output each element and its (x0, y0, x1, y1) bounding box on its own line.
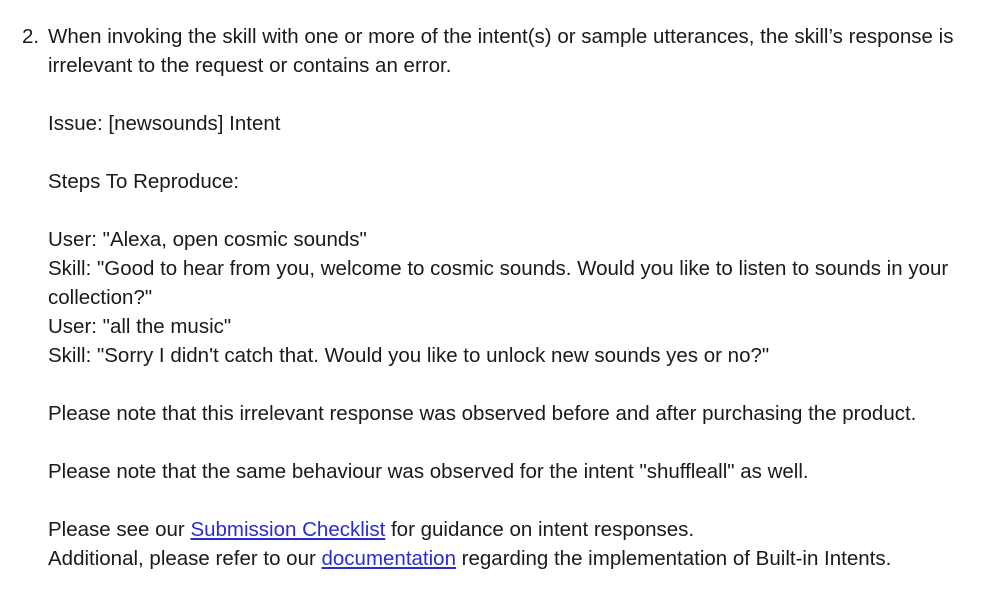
documentation-suffix-text: regarding the implementation of Built-in Intents. (455, 547, 892, 570)
numbered-list (0, 22, 1000, 573)
spacer (48, 370, 996, 399)
list-item-marker: 2. (22, 25, 40, 48)
documentation-link[interactable]: documentation (321, 547, 456, 570)
closing-line-checklist (48, 515, 996, 544)
documentation-prefix-text: Additional, please refer to our (48, 547, 322, 570)
transcript-line-user-request: User: "all the music" (48, 315, 232, 338)
closing-line-documentation (48, 544, 996, 573)
transcript-line-user-open: User: "Alexa, open cosmic sounds" (48, 228, 367, 251)
spacer (48, 428, 996, 457)
steps-to-reproduce-heading: Steps To Reproduce: (48, 170, 240, 193)
closing-prefix-text: Please see our (48, 518, 191, 541)
note-purchase-observation: Please note that this irrelevant response was observed before and after purchasing the product. (48, 402, 917, 425)
spacer (48, 196, 996, 225)
submission-checklist-link[interactable]: Submission Checklist (190, 518, 386, 541)
transcript-line-skill-error: Skill: "Sorry I didn't catch that. Would you like to unlock new sounds yes or no?" (48, 344, 770, 367)
list-item-intro-text: When invoking the skill with one or more of the intent(s) or sample utterances, the skill’s response is irrelevant to the request or contains an error. (48, 25, 954, 77)
note-shuffleall-observation: Please note that the same behaviour was observed for the intent "shuffleall" as well. (48, 460, 809, 483)
spacer (48, 486, 996, 515)
transcript-line-skill-welcome: Skill: "Good to hear from you, welcome to cosmic sounds. Would you like to listen to sounds in your collection?" (48, 257, 949, 309)
list-item (0, 22, 1000, 573)
issue-line: Issue: [newsounds] Intent (48, 112, 281, 135)
spacer (48, 80, 996, 109)
closing-suffix-text: for guidance on intent responses. (385, 518, 695, 541)
spacer (48, 138, 996, 167)
